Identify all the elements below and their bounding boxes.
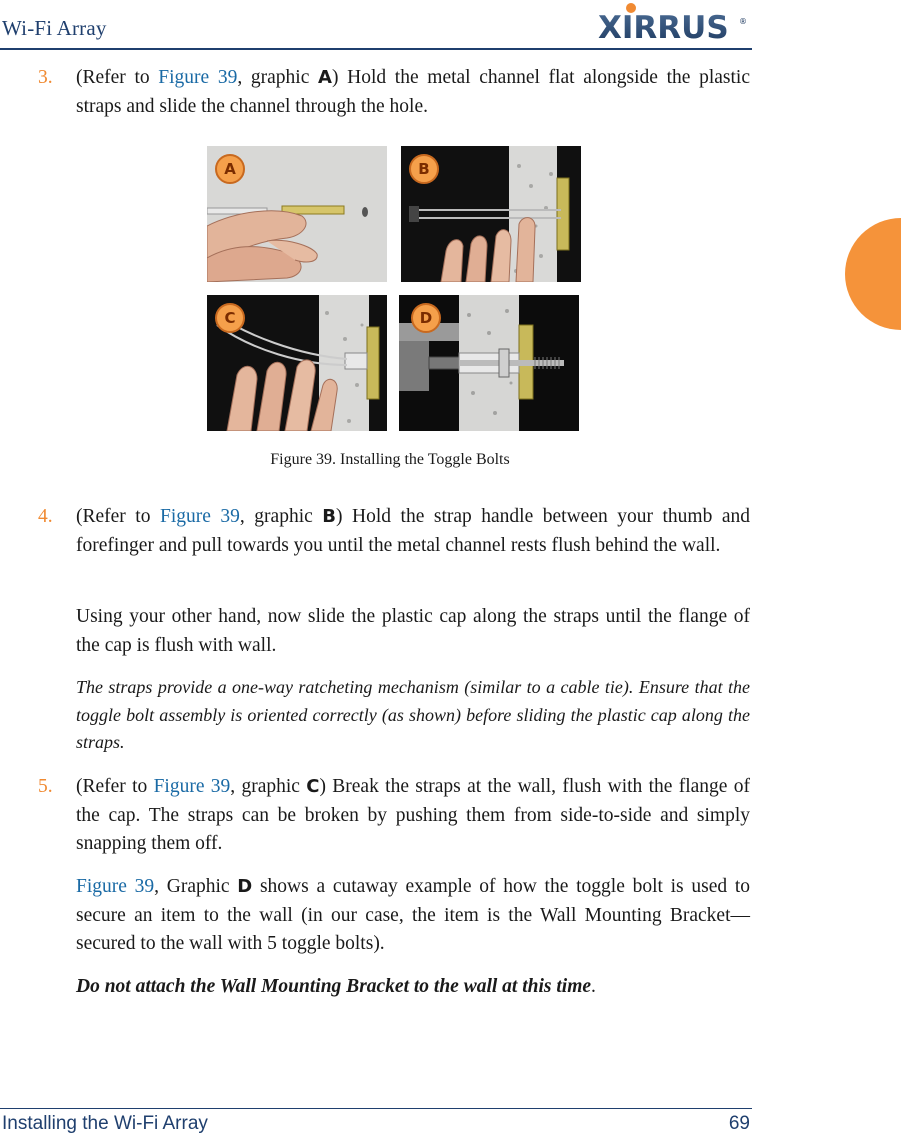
graphic-ref-b: B <box>322 506 337 527</box>
figure-39-link[interactable]: Figure 39 <box>158 67 238 88</box>
paragraph-body: shows a cutaway example of how the toggle bolt is used to secure an item to the wall (in our case, the item is the Wall Mounting Bracket—secured to the wall with 5 toggle bolts). <box>76 876 750 954</box>
graphic-ref-a: A <box>318 67 332 88</box>
warning-period: . <box>591 976 596 997</box>
step-text-graphic-label: , graphic <box>237 67 319 88</box>
step-text-graphic-label: , graphic <box>230 776 307 797</box>
step-text-graphic-label: , graphic <box>239 506 323 527</box>
logo-wordmark: XIRRUS <box>598 10 729 42</box>
paragraph-graphic-label: , Graphic <box>154 876 238 897</box>
step-number: 5. <box>38 776 53 797</box>
step-text-lead: (Refer to <box>76 506 160 527</box>
footer-section-title: Installing the Wi-Fi Array <box>2 1113 208 1134</box>
figure-39-link[interactable]: Figure 39 <box>159 506 240 527</box>
graphic-ref-d: D <box>237 876 253 897</box>
step-text-body: ) Hold the metal channel flat alongside the plastic straps and slide the channel through the hole. <box>76 67 750 117</box>
step-number: 3. <box>38 67 53 88</box>
panel-badge-c: C <box>215 303 245 333</box>
chapter-tab-marker <box>845 218 901 330</box>
step-text-body: ) Hold the strap handle between your thumb and forefinger and pull towards you until the metal channel rests flush behind the wall. <box>76 506 750 556</box>
xirrus-logo <box>596 2 748 42</box>
figure-caption: Figure 39. Installing the Toggle Bolts <box>270 451 510 468</box>
figure-39-link[interactable]: Figure 39 <box>76 876 155 897</box>
figure-panel-b <box>401 146 581 282</box>
figure-39-link[interactable]: Figure 39 <box>153 776 231 797</box>
warning-paragraph <box>76 973 750 1002</box>
header-rule <box>0 48 752 50</box>
running-header-title: Wi-Fi Array <box>2 16 107 40</box>
step-text <box>76 773 750 859</box>
step-text <box>76 503 750 560</box>
note-ratchet: The straps provide a one-way ratcheting mechanism (similar to a cable tie). Ensure that the toggle bolt assembly is oriented correctly (as shown) before sliding the plastic cap along the straps. <box>76 677 750 752</box>
step-number: 4. <box>38 506 53 527</box>
footer-rule <box>0 1108 752 1109</box>
warning-text: Do not attach the Wall Mounting Bracket to the wall at this time <box>76 976 592 997</box>
paragraph-graphic-d <box>76 873 750 959</box>
paragraph-cap-slide: Using your other hand, now slide the plastic cap along the straps until the flange of the cap is flush with wall. <box>76 606 750 656</box>
figure-panel-d <box>399 295 579 431</box>
panel-badge-b: B <box>409 154 439 184</box>
step-text <box>76 64 750 121</box>
step-text-lead: (Refer to <box>76 67 159 88</box>
figure-panel-a <box>207 146 387 282</box>
logo-registered-mark: ® <box>739 17 747 26</box>
panel-badge-a: A <box>215 154 245 184</box>
graphic-ref-c: C <box>306 776 320 797</box>
step-text-lead: (Refer to <box>76 776 154 797</box>
figure-panel-c <box>207 295 387 431</box>
step-text-body: ) Break the straps at the wall, flush with the flange of the cap. The straps can be broken by pushing them from side-to-side and simply snapping them off. <box>76 776 750 854</box>
page-number: 69 <box>728 1113 750 1134</box>
panel-badge-d: D <box>411 303 441 333</box>
